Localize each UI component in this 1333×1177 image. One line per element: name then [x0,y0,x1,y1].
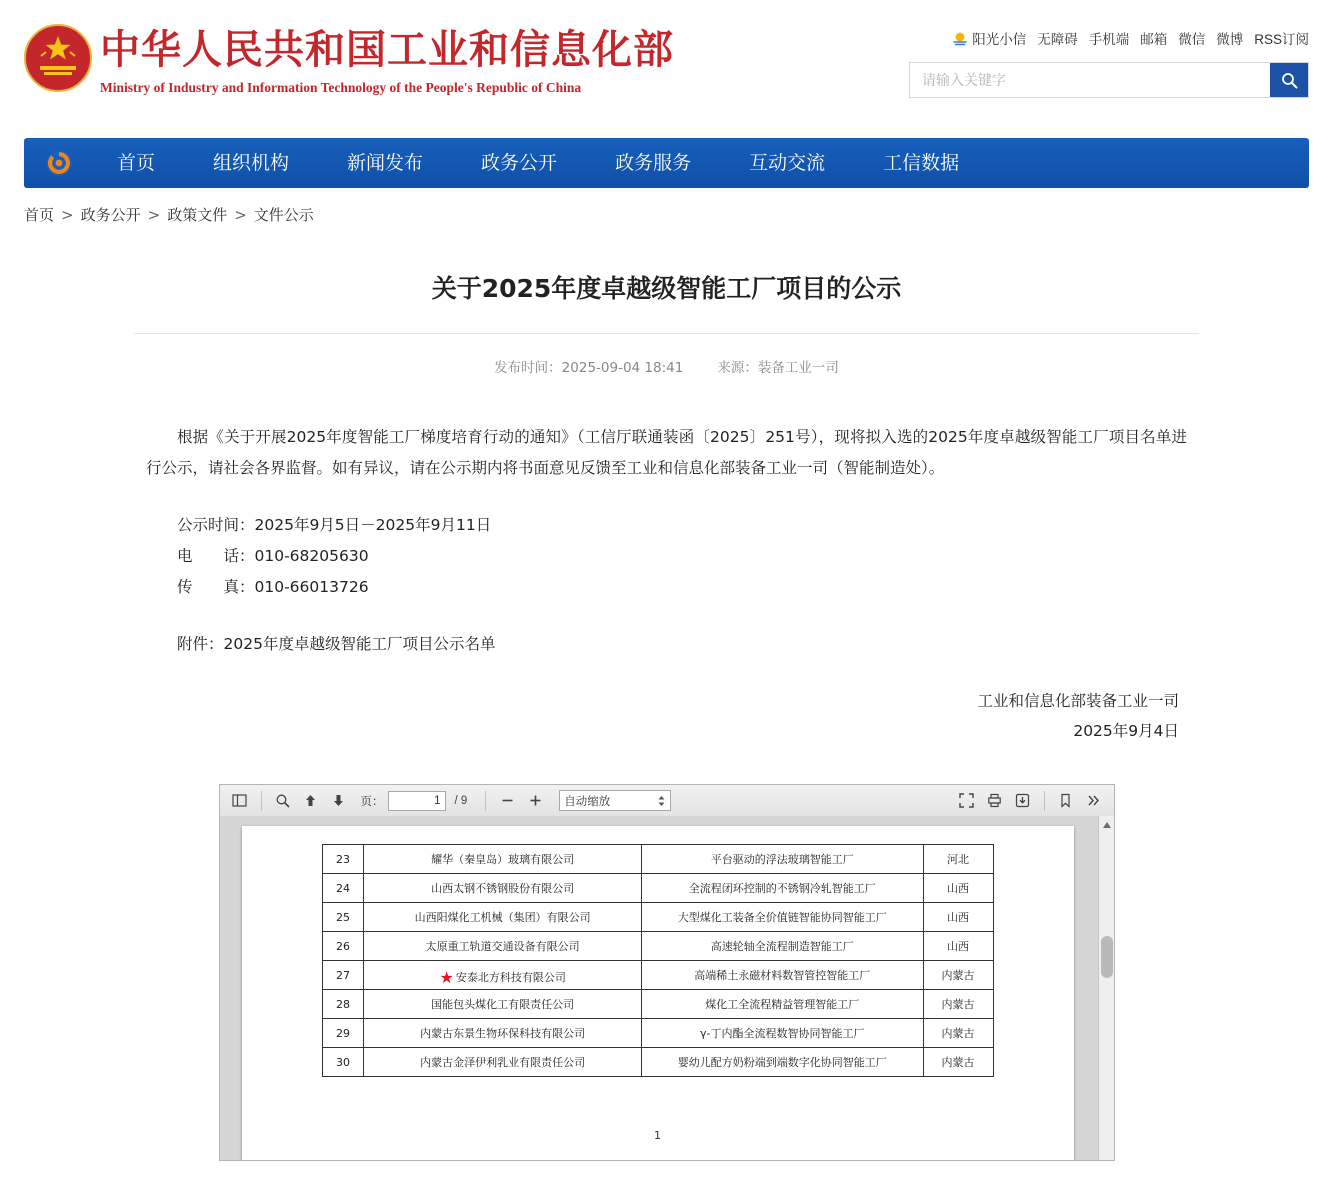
top-link-sunshine[interactable] [951,28,1026,48]
table-row [322,903,993,932]
cell-project: 平台驱动的浮法玻璃智能工厂 [641,845,923,874]
cell-province: 山西 [923,932,993,961]
nav-item-news[interactable]: 新闻发布 [347,152,424,174]
sidebar-toggle-icon[interactable] [228,789,252,813]
page-label: 页： [360,795,384,808]
table-row [322,932,993,961]
nav-item-government-affairs[interactable]: 政务公开 [481,152,558,174]
nav-logo-icon [30,148,88,178]
source-label: 来源： [717,360,758,376]
zoom-out-button[interactable] [495,789,519,813]
top-links [951,28,1309,48]
source-value: 装备工业一司 [757,360,839,376]
main-navigation [24,138,1309,188]
breadcrumb-separator: > [234,205,247,224]
table-row [322,1048,993,1077]
article [24,237,1309,746]
zoom-select-value: 自动缩放 [564,793,611,808]
cell-index: 29 [322,1019,364,1048]
cell-index: 24 [322,874,364,903]
scroll-up-icon[interactable] [1099,816,1115,833]
cell-company: 太原重工轨道交通设备有限公司 [364,932,642,961]
page-number-input[interactable] [388,791,446,811]
search-icon[interactable] [271,789,295,813]
double-chevron-right-icon[interactable] [1082,789,1106,813]
ministry-name-en: Ministry of Industry and Information Technology of the People's Republic of China [100,80,582,95]
breadcrumb-separator: > [61,205,74,224]
cell-company: 内蒙古金泽伊利乳业有限责任公司 [364,1048,642,1077]
phone-line: 电 话：010-68205630 [177,547,369,565]
table-row [322,990,993,1019]
site-header [0,0,1333,126]
page-title: 关于2025年度卓越级智能工厂项目的公示 [431,274,902,303]
zoom-in-button[interactable] [523,789,547,813]
top-link-sunshine-label: 阳光小信 [972,32,1027,47]
breadcrumb-item-home[interactable]: 首页 [24,206,55,224]
publish-time-value: 2025-09-04 18:41 [561,360,684,376]
table-row [322,1019,993,1048]
publish-time-label: 发布时间： [494,360,562,376]
pdf-page-number: 1 [654,1129,661,1142]
nav-item-interaction[interactable]: 互动交流 [749,152,826,174]
scrollbar-thumb[interactable] [1101,936,1113,978]
cell-index: 25 [322,903,364,932]
notice-period-line: 公示时间：2025年9月5日－2025年9月11日 [177,516,492,534]
download-icon[interactable] [1011,789,1035,813]
bookmark-icon[interactable] [1054,789,1078,813]
cell-company: 内蒙古东景生物环保科技有限公司 [364,1019,642,1048]
cell-index: 30 [322,1048,364,1077]
top-link-mail[interactable]: 邮箱 [1140,32,1168,47]
search-icon [1281,72,1298,89]
cell-project: γ-丁内酯全流程数智协同智能工厂 [641,1019,923,1048]
top-link-wechat[interactable]: 微信 [1178,32,1206,47]
national-emblem-icon [22,22,94,94]
cell-province: 河北 [923,845,993,874]
fax-line: 传 真：010-66013726 [177,578,369,596]
table-row-highlighted [322,961,993,990]
cell-project: 全流程闭环控制的不锈钢冷轧智能工厂 [641,874,923,903]
cell-province: 内蒙古 [923,1048,993,1077]
star-icon: ★ [439,967,454,987]
arrow-up-icon[interactable] [299,789,323,813]
cell-index: 27 [322,961,364,990]
article-body [24,386,1309,746]
breadcrumb-item-document-notice[interactable]: 文件公示 [253,206,314,224]
attachment-line[interactable]: 附件：2025年度卓越级智能工厂项目公示名单 [177,635,496,653]
pdf-toolbar [219,784,1115,816]
cell-company: 耀华（秦皇岛）玻璃有限公司 [364,845,642,874]
top-link-rss[interactable]: RSS订阅 [1254,32,1309,47]
ministry-name-cn: 中华人民共和国工业和信息化部 [100,27,674,73]
pdf-viewport[interactable] [219,816,1115,1161]
search-box [909,62,1309,98]
cell-company: 国能包头煤化工有限责任公司 [364,990,642,1019]
cell-project: 高端稀土永磁材料数智管控智能工厂 [641,961,923,990]
cell-project: 高速轮轴全流程制造智能工厂 [641,932,923,961]
signature-date: 2025年9月4日 [1073,722,1179,740]
cell-province: 内蒙古 [923,961,993,990]
zoom-select[interactable] [559,790,671,811]
top-link-mobile[interactable]: 手机端 [1088,32,1130,47]
breadcrumb-item-policy-documents[interactable]: 政策文件 [167,206,228,224]
page-total-label: / 9 [454,794,468,807]
nav-item-government-services[interactable]: 政务服务 [615,152,692,174]
signature-department: 工业和信息化部装备工业一司 [977,692,1179,710]
cell-province: 山西 [923,903,993,932]
cell-company [364,961,642,990]
search-button[interactable] [1270,63,1308,97]
breadcrumb-separator: > [147,205,161,224]
cell-company-label: 安泰北方科技有限公司 [455,970,566,984]
top-link-accessibility[interactable]: 无障碍 [1037,32,1078,47]
ministry-title [100,24,674,98]
cell-province: 山西 [923,874,993,903]
cell-project: 煤化工全流程精益管理智能工厂 [641,990,923,1019]
cell-province: 内蒙古 [923,1019,993,1048]
sun-icon [951,30,969,48]
chevron-updown-icon [657,795,666,807]
cell-index: 28 [322,990,364,1019]
arrow-down-icon[interactable] [327,789,351,813]
breadcrumb-item-government-affairs[interactable]: 政务公开 [80,206,141,224]
table-row [322,845,993,874]
top-link-weibo[interactable]: 微博 [1216,32,1244,47]
article-meta [24,334,1309,386]
cell-index: 26 [322,932,364,961]
nav-item-data[interactable]: 工信数据 [883,152,960,174]
nav-item-home[interactable]: 首页 [117,152,156,174]
fullscreen-icon[interactable] [955,789,979,813]
search-input[interactable] [910,63,1270,97]
cell-index: 23 [322,845,364,874]
cell-province: 内蒙古 [923,990,993,1019]
cell-project: 大型煤化工装备全价值链智能协同智能工厂 [641,903,923,932]
cell-company: 山西阳煤化工机械（集团）有限公司 [364,903,642,932]
project-list-table [322,844,994,1077]
cell-company: 山西太钢不锈钢股份有限公司 [364,874,642,903]
nav-item-organization[interactable]: 组织机构 [213,152,290,174]
pdf-page [242,826,1074,1161]
cell-project: 婴幼儿配方奶粉端到端数字化协同智能工厂 [641,1048,923,1077]
pdf-viewer [219,784,1115,1161]
pdf-scrollbar[interactable] [1098,816,1114,1160]
table-row [322,874,993,903]
printer-icon[interactable] [983,789,1007,813]
article-paragraph-1: 根据《关于开展2025年度智能工厂梯度培育行动的通知》（工信厅联通装函〔2025〕251号），现将拟入选的2025年度卓越级智能工厂项目名单进行公示，请社会各界监督。如有异议，请在公示期内将书面意见反馈至工业和信息化部装备工业一司（智能制造处）。 [146,428,1187,477]
breadcrumb [24,204,1309,237]
